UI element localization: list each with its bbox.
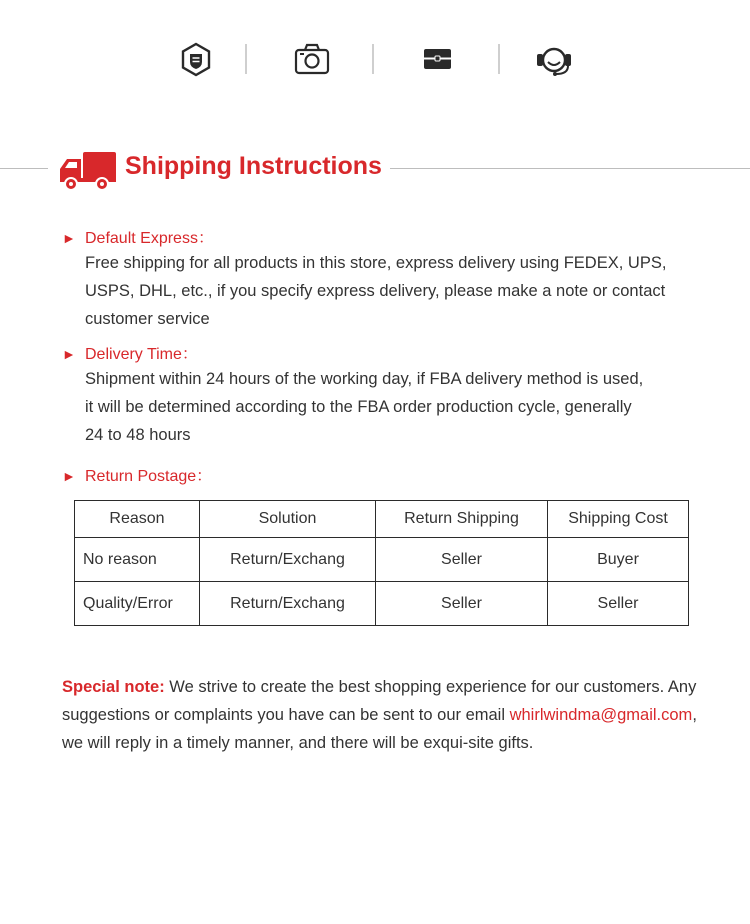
text-line: it will be determined according to the FBA order production cycle, generally [85, 398, 632, 416]
text-line: Free shipping for all products in this store, express delivery using FEDEX, UPS, [85, 254, 667, 272]
page-title: Shipping Instructions [125, 152, 382, 180]
shield-icon [176, 40, 216, 80]
table-header-cell: Shipping Cost [548, 501, 689, 538]
text-line: customer service [85, 310, 210, 328]
table-cell: Buyer [548, 538, 689, 582]
delivery-time-text [85, 365, 685, 449]
return-postage-label: Return Postage： [85, 468, 213, 485]
title-divider-left [0, 168, 48, 169]
table-row [75, 538, 689, 582]
arrow-icon: ► [62, 230, 76, 246]
table-cell: Seller [548, 582, 689, 626]
default-express-text [85, 249, 685, 333]
wallet-icon [417, 40, 457, 80]
arrow-icon: ► [62, 468, 76, 484]
return-postage-heading [62, 463, 212, 486]
truck-icon [58, 150, 118, 192]
arrow-icon: ► [62, 346, 76, 362]
table-cell: Seller [376, 582, 548, 626]
icon-divider [372, 44, 374, 74]
table-cell: No reason [75, 538, 200, 582]
special-note-text: We strive to create the best shopping experience for our customers. Any suggestions or complaints you have can be sent to our email [62, 678, 697, 724]
text-line: USPS, DHL, etc., if you specify express delivery, please make a note or contact [85, 282, 666, 300]
special-note-label: Special note: [62, 678, 165, 696]
email-link[interactable]: whirlwindma@gmail.com [509, 706, 693, 724]
delivery-time-heading [62, 341, 198, 364]
table-header-cell: Solution [200, 501, 376, 538]
text-line: Shipment within 24 hours of the working day, if FBA delivery method is used, [85, 370, 644, 388]
table-cell: Return/Exchang [200, 538, 376, 582]
table-cell: Seller [376, 538, 548, 582]
special-note [62, 673, 702, 757]
camera-icon [292, 40, 332, 80]
delivery-time-label: Delivery Time： [85, 346, 198, 363]
text-line: 24 to 48 hours [85, 426, 191, 444]
table-cell: Return/Exchang [200, 582, 376, 626]
feature-icon-row [0, 40, 750, 80]
default-express-heading [62, 225, 214, 248]
return-postage-table [74, 500, 689, 626]
table-header-cell: Reason [75, 501, 200, 538]
icon-divider [245, 44, 247, 74]
headset-icon [534, 40, 574, 80]
icon-divider [498, 44, 500, 74]
table-row [75, 582, 689, 626]
title-divider-right [390, 168, 750, 169]
default-express-label: Default Express： [85, 230, 214, 247]
special-note-text: , we will reply in a timely manner, and there will be exqui-site gifts. [62, 706, 697, 752]
table-header-row [75, 501, 689, 538]
table-header-cell: Return Shipping [376, 501, 548, 538]
table-cell: Quality/Error [75, 582, 200, 626]
